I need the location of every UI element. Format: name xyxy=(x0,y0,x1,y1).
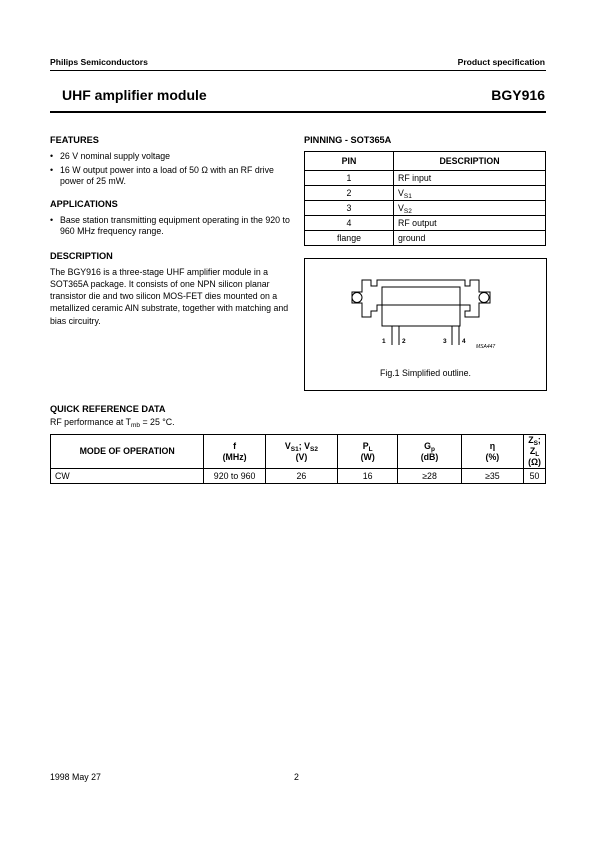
left-column xyxy=(50,135,292,327)
description-cell: RF output xyxy=(394,216,546,231)
description-cell: $V_{S2}$ xyxy=(394,201,546,216)
column-header-load-power: $P_L$ (W) xyxy=(338,435,398,469)
features-heading: FEATURES xyxy=(50,135,99,145)
pinning-heading: PINNING - SOT365A xyxy=(304,135,392,145)
figure-box xyxy=(304,258,547,391)
qrd-conditions: RF performance at $T_{mb} = 25$ °C. xyxy=(50,417,175,429)
part-number: BGY916 xyxy=(491,87,545,103)
column-header-mode: MODE OF OPERATION xyxy=(51,435,204,469)
supply-voltage-cell: 26 xyxy=(265,469,337,484)
description-cell: RF input xyxy=(394,171,546,186)
table-header-row xyxy=(51,435,546,469)
power-gain-cell: ≥28 xyxy=(398,469,461,484)
list-item: • 26 V nominal supply voltage xyxy=(50,151,292,163)
pin-label-2: 2 xyxy=(402,338,406,345)
column-header-pin: PIN xyxy=(305,152,394,171)
list-item: • Base station transmitting equipment operating in the 920 to 960 MHz frequency range. xyxy=(50,215,292,238)
qrd-heading: QUICK REFERENCE DATA xyxy=(50,404,166,414)
pin-label-3: 3 xyxy=(443,338,447,345)
quick-reference-table xyxy=(50,434,546,484)
pin-cell: 4 xyxy=(305,216,394,231)
pin-label-4: 4 xyxy=(462,338,466,345)
description-heading: DESCRIPTION xyxy=(50,250,113,261)
title-rule xyxy=(50,111,546,113)
applications-heading: APPLICATIONS xyxy=(50,198,118,209)
pin-cell: 2 xyxy=(305,186,394,201)
pinning-table xyxy=(304,151,546,246)
description-cell: $V_{S1}$ xyxy=(394,186,546,201)
figure-caption: Fig.1 Simplified outline. xyxy=(380,368,471,378)
table-header-row xyxy=(305,152,546,171)
applications-list xyxy=(50,215,292,238)
frequency-cell: 920 to 960 xyxy=(204,469,265,484)
features-list xyxy=(50,151,292,188)
pin-cell: 3 xyxy=(305,201,394,216)
pin-cell: flange xyxy=(305,231,394,246)
table-row xyxy=(305,231,546,246)
column-header-power-gain: $G_p$ (dB) xyxy=(398,435,461,469)
description-cell: ground xyxy=(394,231,546,246)
header-rule xyxy=(50,70,546,71)
column-header-impedance: $Z_S$; $Z_L$ (Ω) xyxy=(524,435,546,469)
column-header-description: DESCRIPTION xyxy=(394,152,546,171)
page-number: 2 xyxy=(294,772,299,782)
table-row xyxy=(305,171,546,186)
table-row xyxy=(305,186,546,201)
table-row xyxy=(51,469,546,484)
column-header-efficiency: η (%) xyxy=(461,435,523,469)
table-row xyxy=(305,216,546,231)
efficiency-cell: ≥35 xyxy=(461,469,523,484)
page-title: UHF amplifier module xyxy=(62,87,207,103)
load-power-cell: 16 xyxy=(338,469,398,484)
pin-cell: 1 xyxy=(305,171,394,186)
mode-cell: CW xyxy=(51,469,204,484)
list-item: • 16 W output power into a load of 50 Ω with an RF drive power of 25 mW. xyxy=(50,165,292,188)
table-row xyxy=(305,201,546,216)
column-header-supply-voltage: $V_{S1}$; $V_{S2}$ (V) xyxy=(265,435,337,469)
column-header-frequency: f (MHz) xyxy=(204,435,265,469)
description-text: The BGY916 is a three-stage UHF amplifier module in a SOT365A package. It consists of one NPN silicon planar transistor die and two silicon MOS-FET dies mounted on a metallized ceramic AlN substrate, together with matching and bias circuitry. xyxy=(50,266,289,326)
document-type: Product specification xyxy=(457,57,545,67)
pin-label-1: 1 xyxy=(382,338,386,345)
figure-code: MSA447 xyxy=(476,344,496,350)
impedance-cell: 50 xyxy=(524,469,546,484)
footer-date: 1998 May 27 xyxy=(50,772,101,782)
company-name: Philips Semiconductors xyxy=(50,57,148,67)
